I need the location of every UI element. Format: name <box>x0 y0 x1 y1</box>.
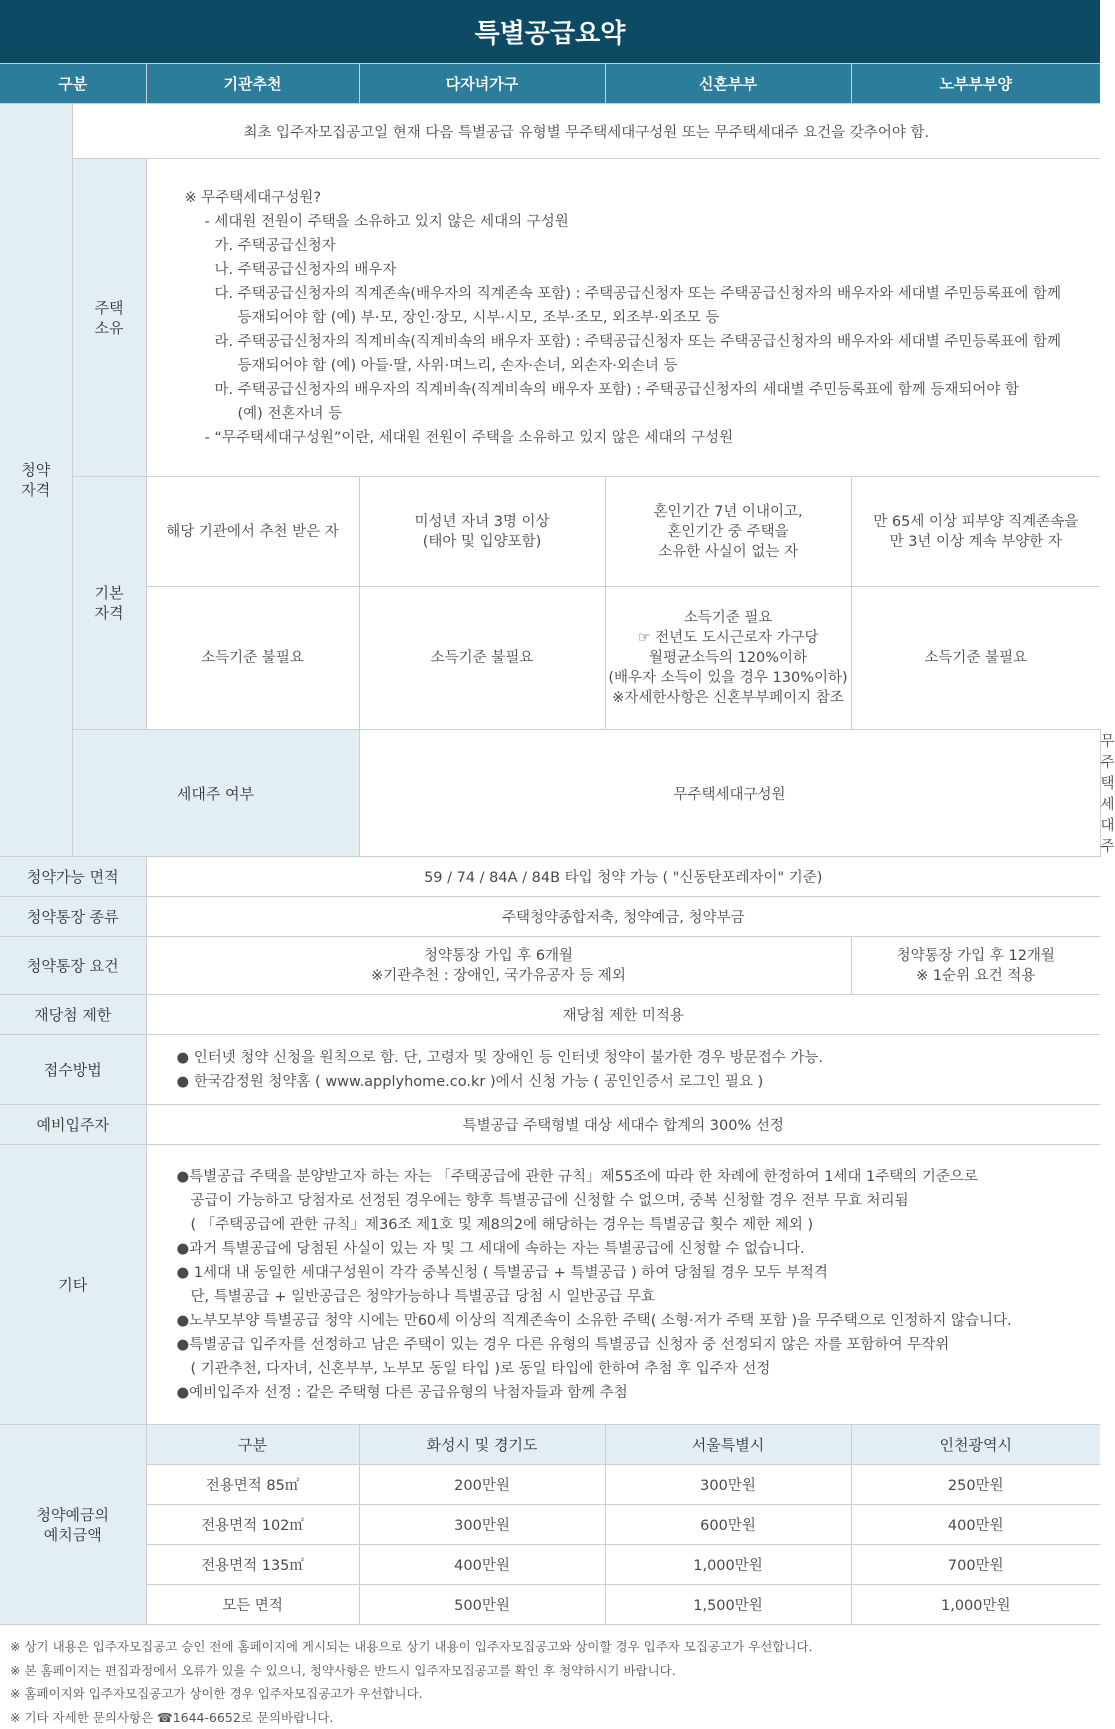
account-type-value: 주택청약종합저축, 청약예금, 청약부금 <box>146 897 1100 937</box>
basic-label: 기본 자격 <box>72 477 146 730</box>
header-elderly: 노부부부양 <box>851 64 1100 104</box>
basic-institution: 해당 기관에서 추천 받은 자 <box>146 477 359 587</box>
summary-table: 구분 기관추천 다자녀가구 신혼부부 노부부부양 청약 자격 최초 입주자모집공고일 현재 다음 특별공급 유형별 무주택세대구성원 또는 무주택세대주 요건을 갖추어야 함. 주택 소유 ※ 무주택세대구성원? - 세대원 전원이 주택을 소유하고 있지 않은 세대의 구성원 가. 주택공급신청자 나. 주택공급신청자의 배우자 다. 주택공급신청자의 직계존속(배우자의 직계존속 포함) : 주택공급신청자 또는 주택공급신청자의 배우자와 세대별 주민등록표에 함께 등재되어야 함 (예) 부·모, 장인·장모, 시부·시모, 조부·조모, 외조부·외조모 등 라. 주택공급신청자의 직계비속(직계비속의 배우자 포함) : 주택공급신청자 또는 주택공급신청자의 배우자와 세대별 주민등록표에 함께 등재되어야 함 (예) 아들·딸, 사위·며느리, 손자·손녀, 외손자·외손녀 등 마. 주택공급신청자의 배우자의 직계비속(직계비속의 배우자 포함) : 주택공급신청자의 세대별 주민등록표에 함께 등재되어야 함 (예) 전혼자녀 등 - “무주택세대구성원”이란, 세대원 전원이 주택을 소유하고 있지 않은 세대의 구성원 기본 자격 해당 기관에서 추천 받은 자 미성년 자녀 3명 이상 (태아 및 입양포함) 혼인기간 7년 이내이고, 혼인기간 중 주택을 소유한 사실이 없는 자 만 65세 이상 피부양 직계존속을 만 3년 이상 계속 부양한 자 소득기준 불필요 소득기준 불필요 소득기준 필요 ☞ 전년도 도시근로자 가구당 월평균소득의 120%이하 (배우자 소득이 있을 경우 130%이하) ※자세한사항은 신혼부부페이지 참조 소득기준 불필요 세대주 여부 무주택세대구성원 무주택세대주 청약가능 면적 59 / 74 / 84A / 84B 타입 청약 가능 ( "신동탄포레자이" 기준) 청약통장 종류 주택청약종합저축, 청약예금, 청약부금 청약통장 요건 청약통장 가입 후 6개월 ※기관추천 : 장애인, 국가유공자 등 제외 청약통장 가입 후 12개월 ※ 1순위 요건 적용 재당첨 제한 재당첨 제한 미적용 접수방법 ● 인터넷 청약 신청을 원칙으로 함. 단, 고령자 및 장애인 등 인터넷 청약이 불가한 경우 방문접수 가능. ● 한국감정원 청약홈 ( www.applyhome.co.kr )에서 신청 가능 ( 공인인증서 로그인 필요 ) 예비입주자 특별공급 주택형별 대상 세대수 합계의 300% 선정 기타 ●특별공급 주택을 분양받고자 하는 자는 「주택공급에 관한 규칙」제55조에 따라 한 차례에 한정하여 1세대 1주택의 기준으로 공급이 가능하고 당첨자로 선정된 경우에는 향후 특별공급에 신청할 수 없으며, 중복 신청할 경우 전부 무효 처리됨 ( 「주택공급에 관한 규칙」제36조 제1호 및 제8의2에 해당하는 경우는 특별공급 횟수 제한 제외 ) ●과거 특별공급에 당첨된 사실이 있는 자 및 그 세대에 속하는 자는 특별공급에 신청할 수 없습니다. ● 1세대 내 동일한 세대구성원이 각각 중복신청 ( 특별공급 + 특별공급 ) 하여 당첨될 경우 모두 부적격 단, 특별공급 + 일반공급은 청약가능하나 특별공급 당첨 시 일반공급 무효 ●노부모부양 특별공급 청약 시에는 만60세 이상의 직계존속이 소유한 주택( 소형·저가 주택 포함 )을 무주택으로 인정하지 않습니다. ●특별공급 입주자를 선정하고 남은 주택이 있는 경우 다른 유형의 특별공급 신청자 중 선정되지 않은 자를 포함하여 무작위 ( 기관추천, 다자녀, 신혼부부, 노부모 동일 타입 )로 동일 타입에 한하여 추첨 후 입주자 선정 ●예비입주자 선정 : 같은 주택형 다른 공급유형의 낙첨자들과 함께 추첨 청약예금의 예치금액 구분 화성시 및 경기도 서울특별시 인천광역시 전용면적 85㎡ 200만원 300만원 250만원 전용면적 102㎡ 300만원 600만원 400만원 전용면적 135㎡ 400만원 1,000만원 700만원 모든 면적 500만원 1,500만원 1,000만원 <box>0 63 1100 1625</box>
deposit-row <box>0 1585 1100 1625</box>
deposit-header: 화성시 및 경기도 <box>359 1425 605 1465</box>
account-req-right: 청약통장 가입 후 12개월 ※ 1순위 요건 적용 <box>851 937 1100 995</box>
header-row <box>0 64 1100 104</box>
deposit-cell: 전용면적 85㎡ <box>146 1465 359 1505</box>
basic-multichild: 미성년 자녀 3명 이상 (태아 및 입양포함) <box>359 477 605 587</box>
deposit-header: 인천광역시 <box>851 1425 1100 1465</box>
deposit-cell: 700만원 <box>851 1545 1100 1585</box>
account-req-left: 청약통장 가입 후 6개월 ※기관추천 : 장애인, 국가유공자 등 제외 <box>146 937 851 995</box>
etc-line: ( 「주택공급에 관한 규칙」제36조 제1호 및 제8의2에 해당하는 경우는 특별공급 횟수 제한 제외 ) <box>177 1213 1101 1237</box>
housing-line: 다. 주택공급신청자의 직계존속(배우자의 직계존속 포함) : 주택공급신청자 또는 주택공급신청자의 배우자와 세대별 주민등록표에 함께 <box>185 282 1101 306</box>
deposit-cell: 600만원 <box>605 1505 851 1545</box>
etc-line: ●노부모부양 특별공급 청약 시에는 만60세 이상의 직계존속이 소유한 주택( 소형·저가 주택 포함 )을 무주택으로 인정하지 않습니다. <box>177 1309 1101 1333</box>
income-elderly: 소득기준 불필요 <box>851 587 1100 730</box>
household-left: 무주택세대구성원 <box>359 730 1100 857</box>
income-multichild: 소득기준 불필요 <box>359 587 605 730</box>
housing-line: - “무주택세대구성원”이란, 세대원 전원이 주택을 소유하고 있지 않은 세대의 구성원 <box>185 426 1101 450</box>
deposit-cell: 1,000만원 <box>851 1585 1100 1625</box>
area-label: 청약가능 면적 <box>0 857 146 897</box>
deposit-header: 구분 <box>146 1425 359 1465</box>
header-newlywed: 신혼부부 <box>605 64 851 104</box>
account-req-label: 청약통장 요건 <box>0 937 146 995</box>
etc-line: ●과거 특별공급에 당첨된 사실이 있는 자 및 그 세대에 속하는 자는 특별공급에 신청할 수 없습니다. <box>177 1237 1101 1261</box>
reserve-value: 특별공급 주택형별 대상 세대수 합계의 300% 선정 <box>146 1105 1100 1145</box>
housing-line: 라. 주택공급신청자의 직계비속(직계비속의 배우자 포함) : 주택공급신청자 또는 주택공급신청자의 배우자와 세대별 주민등록표에 함께 <box>185 330 1101 354</box>
housing-line: 가. 주택공급신청자 <box>185 234 1101 258</box>
deposit-header: 서울특별시 <box>605 1425 851 1465</box>
etc-line: 단, 특별공급 + 일반공급은 청약가능하나 특별공급 당첨 시 일반공급 무효 <box>177 1285 1101 1309</box>
deposit-cell: 500만원 <box>359 1585 605 1625</box>
housing-label: 주택 소유 <box>72 159 146 477</box>
deposit-cell: 전용면적 135㎡ <box>146 1545 359 1585</box>
etc-line: ●특별공급 입주자를 선정하고 남은 주택이 있는 경우 다른 유형의 특별공급 신청자 중 선정되지 않은 자를 포함하여 무작위 <box>177 1333 1101 1357</box>
etc-line: ●특별공급 주택을 분양받고자 하는 자는 「주택공급에 관한 규칙」제55조에 따라 한 차례에 한정하여 1세대 1주택의 기준으로 <box>177 1165 1101 1189</box>
basic-elderly: 만 65세 이상 피부양 직계존속을 만 3년 이상 계속 부양한 자 <box>851 477 1100 587</box>
reserve-label: 예비입주자 <box>0 1105 146 1145</box>
qualification-label: 청약 자격 <box>0 104 72 857</box>
housing-line: 나. 주택공급신청자의 배우자 <box>185 258 1101 282</box>
housing-definition <box>146 159 1100 477</box>
etc-line: ● 1세대 내 동일한 세대구성원이 각각 중복신청 ( 특별공급 + 특별공급 ) 하여 당첨될 경우 모두 부적격 <box>177 1261 1101 1285</box>
qualification-intro: 최초 입주자모집공고일 현재 다음 특별공급 유형별 무주택세대구성원 또는 무주택세대주 요건을 갖추어야 함. <box>72 104 1100 159</box>
etc-line: ( 기관추천, 다자녀, 신혼부부, 노부모 동일 타입 )로 동일 타입에 한하여 추첨 후 입주자 선정 <box>177 1357 1101 1381</box>
account-type-label: 청약통장 종류 <box>0 897 146 937</box>
housing-line: 등재되어야 함 (예) 부·모, 장인·장모, 시부·시모, 조부·조모, 외조부·외조모 등 <box>185 306 1101 330</box>
housing-line: 등재되어야 함 (예) 아들·딸, 사위·며느리, 손자·손녀, 외손자·외손녀 등 <box>185 354 1101 378</box>
deposit-row <box>0 1545 1100 1585</box>
deposit-cell: 1,000만원 <box>605 1545 851 1585</box>
deposit-cell: 400만원 <box>851 1505 1100 1545</box>
etc-content <box>146 1145 1100 1425</box>
rewin-value: 재당첨 제한 미적용 <box>146 995 1100 1035</box>
deposit-cell: 300만원 <box>359 1505 605 1545</box>
header-category: 구분 <box>0 64 146 104</box>
area-value: 59 / 74 / 84A / 84B 타입 청약 가능 ( "신동탄포레자이" 기준) <box>146 857 1100 897</box>
receipt-label: 접수방법 <box>0 1035 146 1105</box>
rewin-label: 재당첨 제한 <box>0 995 146 1035</box>
deposit-cell: 400만원 <box>359 1545 605 1585</box>
footnote: ※ 기타 자세한 문의사항은 ☎1644-6652로 문의바랍니다. <box>10 1706 1100 1729</box>
receipt-line: ● 인터넷 청약 신청을 원칙으로 함. 단, 고령자 및 장애인 등 인터넷 청약이 불가한 경우 방문접수 가능. <box>177 1046 1101 1070</box>
header-institution: 기관추천 <box>146 64 359 104</box>
basic-newlywed: 혼인기간 7년 이내이고, 혼인기간 중 주택을 소유한 사실이 없는 자 <box>605 477 851 587</box>
footnotes <box>0 1635 1100 1729</box>
etc-line: 공급이 가능하고 당첨자로 선정된 경우에는 향후 특별공급에 신청할 수 없으며, 중복 신청할 경우 전부 무효 처리됨 <box>177 1189 1101 1213</box>
income-institution: 소득기준 불필요 <box>146 587 359 730</box>
receipt-line: ● 한국감정원 청약홈 ( www.applyhome.co.kr )에서 신청 가능 ( 공인인증서 로그인 필요 ) <box>177 1070 1101 1094</box>
footnote: ※ 본 홈페이지는 편집과정에서 오류가 있을 수 있으니, 청약사항은 반드시 입주자모집공고를 확인 후 청약하시기 바랍니다. <box>10 1659 1100 1683</box>
header-multichild: 다자녀가구 <box>359 64 605 104</box>
page-title: 특별공급요약 <box>0 0 1100 63</box>
receipt-content <box>146 1035 1100 1105</box>
deposit-label: 청약예금의 예치금액 <box>0 1425 146 1625</box>
etc-label: 기타 <box>0 1145 146 1425</box>
housing-line: (예) 전혼자녀 등 <box>185 402 1101 426</box>
deposit-cell: 1,500만원 <box>605 1585 851 1625</box>
deposit-cell: 300만원 <box>605 1465 851 1505</box>
deposit-cell: 250만원 <box>851 1465 1100 1505</box>
housing-line: 마. 주택공급신청자의 배우자의 직계비속(직계비속의 배우자 포함) : 주택공급신청자의 세대별 주민등록표에 함께 등재되어야 함 <box>185 378 1101 402</box>
etc-line: ●예비입주자 선정 : 같은 주택형 다른 공급유형의 낙첨자들과 함께 추첨 <box>177 1381 1101 1405</box>
housing-line: - 세대원 전원이 주택을 소유하고 있지 않은 세대의 구성원 <box>185 210 1101 234</box>
deposit-cell: 200만원 <box>359 1465 605 1505</box>
deposit-cell: 모든 면적 <box>146 1585 359 1625</box>
deposit-row <box>0 1505 1100 1545</box>
footnote: ※ 홈페이지와 입주자모집공고가 상이한 경우 입주자모집공고가 우선합니다. <box>10 1682 1100 1706</box>
deposit-row <box>0 1465 1100 1505</box>
income-newlywed: 소득기준 필요 ☞ 전년도 도시근로자 가구당 월평균소득의 120%이하 (배우자 소득이 있을 경우 130%이하) ※자세한사항은 신혼부부페이지 참조 <box>605 587 851 730</box>
housing-line: ※ 무주택세대구성원? <box>185 186 1101 210</box>
household-label: 세대주 여부 <box>72 730 359 857</box>
footnote: ※ 상기 내용은 입주자모집공고 승인 전에 홈페이지에 게시되는 내용으로 상기 내용이 입주자모집공고와 상이할 경우 입주자 모집공고가 우선합니다. <box>10 1635 1100 1659</box>
deposit-cell: 전용면적 102㎡ <box>146 1505 359 1545</box>
